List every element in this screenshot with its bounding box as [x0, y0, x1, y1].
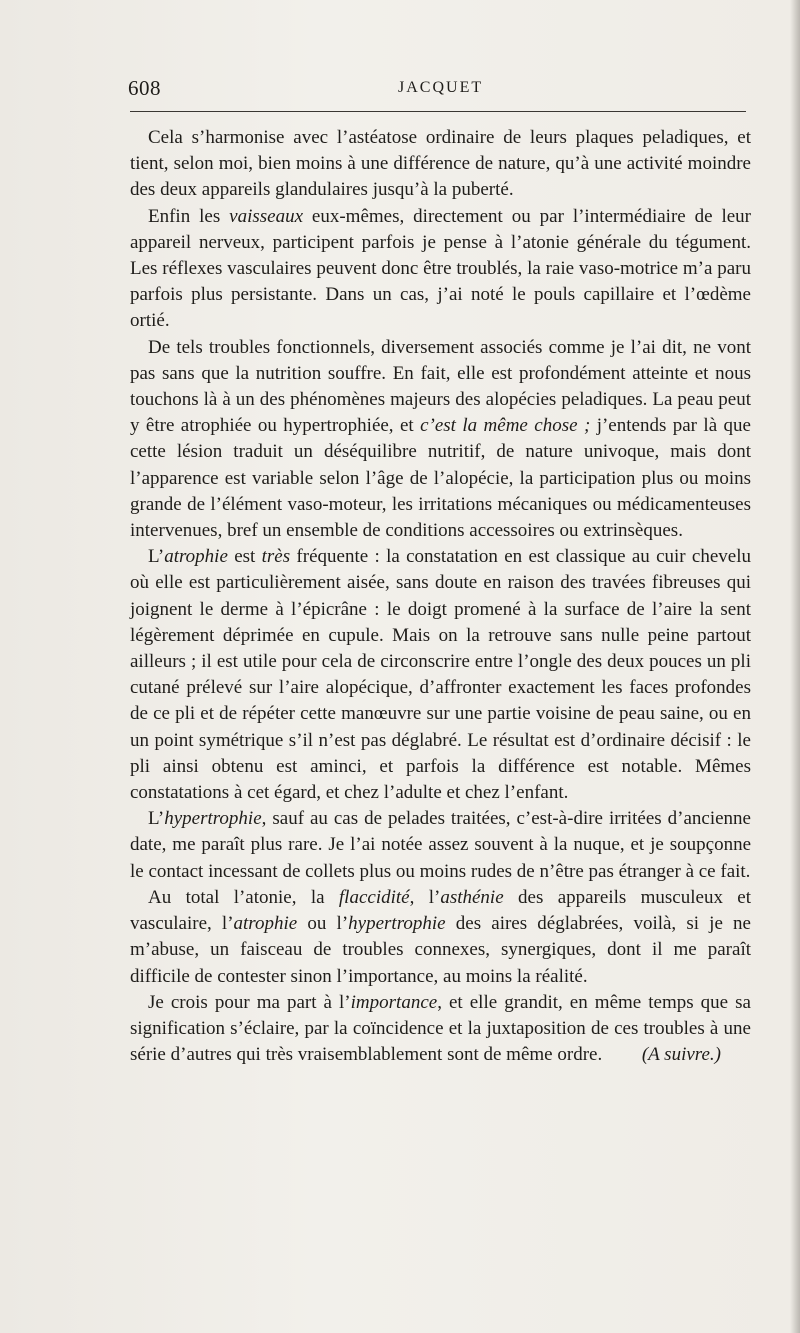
paragraph-6-italic-2: asthénie	[440, 886, 504, 908]
paragraph-2-italic: vaisseaux	[229, 205, 304, 227]
paragraph-3-text-a: De tels troubles fonctionnels, diversement associés comme je l’ai dit, ne vont pas sans que la nutrition souffre. En fait, elle est profondément atteinte et nous touchons là à un des phénomènes majeurs des alopécies peladiques. La peau peut y être atrophiée ou hypertrophiée, et	[130, 336, 751, 437]
paragraph-6-italic-3: atrophie	[233, 913, 298, 935]
paragraph-7-italic: importance	[350, 991, 438, 1013]
paragraph-4-italic-2: très	[261, 546, 291, 568]
paragraph-4-italic-1: atrophie	[164, 546, 228, 568]
running-head: JACQUET	[398, 79, 484, 96]
paragraph-4-text-a: L’	[148, 546, 165, 568]
paragraph-1	[130, 125, 751, 204]
paragraph-5-italic: hypertrophie	[164, 808, 262, 830]
paragraph-5-text-a: L’	[148, 808, 165, 830]
paragraph-1-text: Cela s’harmonise avec l’astéatose ordinaire de leurs plaques peladiques, et tient, selon moi, bien moins à une différence de nature, qu’à une activité moindre des deux appareils glandulaires jusqu’à la puberté.	[130, 127, 751, 201]
paragraph-6-text-b: , l’	[409, 886, 441, 908]
page-edge-shadow	[790, 0, 800, 1333]
paragraph-3	[130, 335, 751, 545]
paragraph-5-text-b: , sauf au cas de pelades traitées, c’est-à-dire irritées d’ancienne date, me paraît plus rare. Je l’ai notée assez souvent à la nuque, et je soupçonne le contact incessant de collets plus ou moins rudes de n’être pas étranger à ce fait.	[130, 808, 751, 882]
paragraph-4-text-c: fréquente : la constatation en est classique au cuir chevelu où elle est particulièrement aisée, sans doute en raison des travées fibreuses qui joignent le derme à l’épicrâne : le doigt promené à la surface de l’aire la sent légèrement déprimée en cupule. Mais on la retrouve sans nulle peine partout ailleurs ; il est utile pour cela de circonscrire entre l’ongle des deux pouces un pli cutané prélevé sur l’aire alopécique, d’affronter exactement les faces profondes de ce pli et de répéter cette manœuvre sur une partie voisine de peau saine, ou en un point symétrique s’il n’est pas déglabré. Le résultat est d’ordinaire décisif : le pli ainsi obtenu est aminci, et parfois la différence est notable. Mêmes constatations à cet égard, et chez l’adulte et chez l’enfant.	[130, 546, 751, 804]
paragraph-3-italic: c’est la même chose ;	[420, 415, 591, 437]
paragraph-3-text-b: j’entends par là que cette lésion traduit un déséquilibre nutritif, de nature univoque, mais dont l’apparence est variable selon l’âge de l’alopécie, la participation plus ou moins grande de l’élément vaso-moteur, les irritations mécaniques ou médicamenteuses intervenues, bref un ensemble de conditions accessoires ou extrinsèques.	[130, 415, 751, 542]
paragraph-6-text-e: des aires déglabrées, voilà, si je ne m’abuse, un faisceau de troubles connexes, synergiques, dont il me paraît difficile de contester sinon l’importance, au moins la réalité.	[130, 913, 751, 987]
paragraph-4-text-b: est	[227, 546, 262, 568]
paragraph-7-text-a: Je crois pour ma part à l’	[148, 991, 351, 1013]
paragraph-6-italic-1: flaccidité	[338, 886, 410, 908]
paragraph-2	[130, 204, 751, 335]
paragraph-4	[130, 544, 751, 806]
paragraph-6-italic-4: hypertrophie	[348, 913, 446, 935]
paragraph-7	[130, 990, 751, 1069]
paragraph-6	[130, 885, 751, 990]
header-rule	[130, 111, 746, 112]
page-number: 608	[128, 76, 161, 100]
paragraph-2-text-b: eux-mêmes, directement ou par l’intermédiaire de leur appareil nerveux, participent parfois je pense à l’atonie générale du tégument. Les réflexes vasculaires peuvent donc être troublés, la raie vaso-motrice m’a paru parfois plus persistante. Dans un cas, j’ai noté le pouls capillaire et l’œdème ortié.	[130, 205, 751, 332]
paragraph-6-text-a: Au total l’atonie, la	[148, 886, 339, 908]
to-be-continued: (A suivre.)	[641, 1044, 721, 1066]
paragraph-6-text-c: des appareils musculeux et vasculaire, l’	[130, 886, 752, 935]
page-header	[128, 70, 748, 100]
body-text	[130, 125, 751, 1068]
paragraph-7-text-b: , et elle grandit, en même temps que sa signification s’éclaire, par la coïncidence et la juxtaposition de ces troubles à une série d’autres qui très vraisemblablement sont de même ordre.	[130, 991, 751, 1066]
paragraph-6-text-d: ou l’	[297, 913, 349, 935]
paragraph-2-text-a: Enfin les	[148, 205, 230, 227]
paragraph-5	[130, 806, 751, 885]
